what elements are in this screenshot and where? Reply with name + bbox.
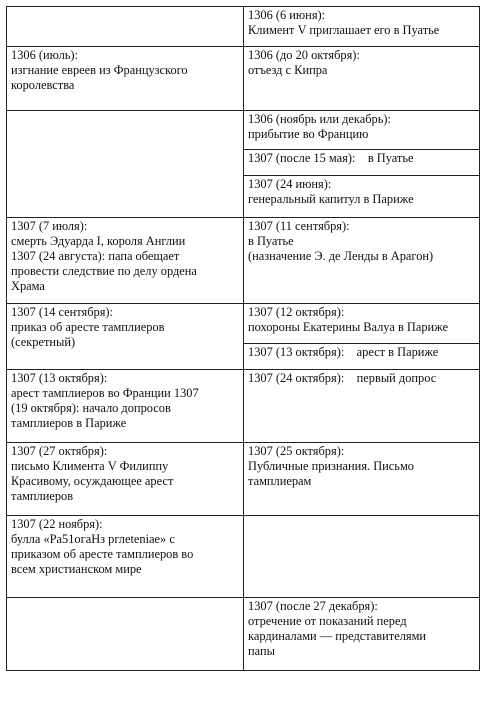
cell-line: всем христианском мире — [11, 562, 142, 576]
cell-line: 1307 (24 октября): первый допрос — [248, 371, 437, 385]
table-row — [7, 111, 480, 150]
left-cell — [7, 218, 244, 304]
cell-line: изгнание евреев из Французского — [11, 63, 188, 77]
cell-line: провести следствие по делу ордена — [11, 264, 197, 278]
cell-line: приказом об аресте тамплиеров во — [11, 547, 194, 561]
cell-line: 1307 (24 августа): папа обещает — [11, 249, 180, 263]
cell-line: 1307 (7 июля): — [11, 219, 88, 233]
cell-line: 1306 (до 20 октября): — [248, 48, 360, 62]
cell-line: королевства — [11, 78, 75, 92]
cell-line: 1307 (12 октября): — [248, 305, 345, 319]
left-cell-empty — [7, 111, 244, 218]
left-cell-empty — [7, 598, 244, 671]
cell-line: 1307 (25 октября): — [248, 444, 345, 458]
cell-line: (19 октября): начало допросов — [11, 401, 171, 415]
table-row — [7, 218, 480, 304]
cell-line: 1307 (14 сентября): — [11, 305, 113, 319]
cell-line: Публичные признания. Письмо — [248, 459, 414, 473]
cell-line: письмо Климента V Филиппу — [11, 459, 169, 473]
right-cell — [244, 370, 480, 443]
right-cell — [244, 150, 480, 176]
cell-line: папы — [248, 644, 275, 658]
table-row — [7, 516, 480, 598]
cell-line: 1307 (24 июня): — [248, 177, 332, 191]
table-row — [7, 443, 480, 516]
cell-line: арест тамплиеров во Франции 1307 — [11, 386, 199, 400]
cell-line: смерть Эдуарда I, короля Англии — [11, 234, 186, 248]
left-cell — [7, 443, 244, 516]
cell-line: 1306 (6 июня): — [248, 8, 326, 22]
cell-line: 1307 (13 октября): арест в Париже — [248, 345, 439, 359]
cell-line: (секретный) — [11, 335, 76, 349]
table-row — [7, 304, 480, 344]
cell-line: генеральный капитул в Париже — [248, 192, 414, 206]
cell-line: 1306 (июль): — [11, 48, 78, 62]
right-cell — [244, 176, 480, 218]
right-cell — [244, 218, 480, 304]
cell-line: 1307 (13 октября): — [11, 371, 108, 385]
cell-line: 1307 (после 27 декабря): — [248, 599, 378, 613]
cell-line: Храма — [11, 279, 45, 293]
cell-line: приказ об аресте тамплиеров — [11, 320, 165, 334]
chronology-table — [6, 6, 480, 671]
cell-line: в Пуатье — [248, 234, 294, 248]
right-cell — [244, 111, 480, 150]
left-cell — [7, 304, 244, 370]
cell-line: тамплиеров — [11, 489, 74, 503]
right-cell — [244, 304, 480, 344]
table-row — [7, 370, 480, 443]
cell-line: 1307 (27 октября): — [11, 444, 108, 458]
cell-line: (назначение Э. де Ленды в Арагон) — [248, 249, 434, 263]
right-cell — [244, 344, 480, 370]
right-cell — [244, 47, 480, 111]
left-cell-empty — [7, 7, 244, 47]
table-row — [7, 598, 480, 671]
cell-line: булла «Ра51огаНз рглеtenіае» с — [11, 532, 175, 546]
right-cell — [244, 598, 480, 671]
cell-line: похороны Екатерины Валуа в Париже — [248, 320, 449, 334]
cell-line: отъезд с Кипра — [248, 63, 328, 77]
right-cell-empty — [244, 516, 480, 598]
cell-line: кардиналами — представителями — [248, 629, 427, 643]
cell-line: 1306 (ноябрь или декабрь): — [248, 112, 391, 126]
table-row — [7, 7, 480, 47]
left-cell — [7, 370, 244, 443]
cell-line: отречение от показаний перед — [248, 614, 407, 628]
left-cell — [7, 516, 244, 598]
right-cell — [244, 443, 480, 516]
cell-line: 1307 (11 сентября): — [248, 219, 350, 233]
cell-line: 1307 (22 ноября): — [11, 517, 103, 531]
cell-line: тамплиеров в Париже — [11, 416, 127, 430]
cell-line: Климент V приглашает его в Пуатье — [248, 23, 440, 37]
cell-line: 1307 (после 15 мая): в Пуатье — [248, 151, 414, 165]
cell-line: прибытие во Францию — [248, 127, 369, 141]
chronology-table-body — [7, 7, 480, 671]
cell-line: Красивому, осуждающее арест — [11, 474, 174, 488]
right-cell — [244, 7, 480, 47]
table-row — [7, 47, 480, 111]
cell-line: тамплиерам — [248, 474, 312, 488]
left-cell — [7, 47, 244, 111]
